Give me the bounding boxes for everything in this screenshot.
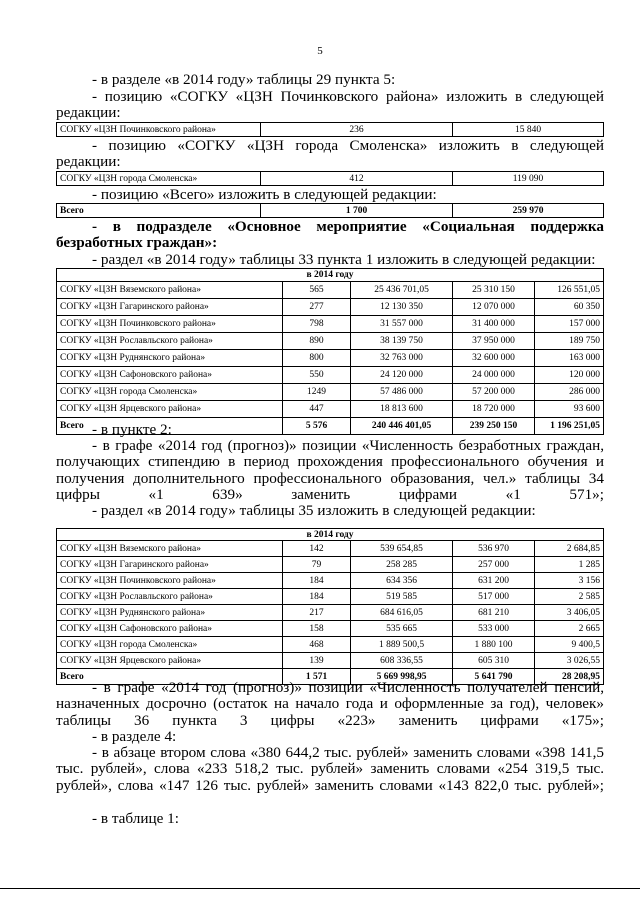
paragraph-total-position: - позицию «Всего» изложить в следующей редакции: [92,186,437,203]
table-cell: 3 406,05 [535,605,604,621]
footer-rule [0,888,640,889]
table-row [57,557,604,573]
table-row [57,367,604,384]
table-cell: 24 000 000 [453,367,535,384]
paragraph-point-2: - в пункте 2: [92,421,172,438]
table-cell: 12 070 000 [453,299,535,316]
table-cell: 18 813 600 [351,401,453,418]
table-cell: СОГКУ «ЦЗН Починковского района» [57,123,261,137]
mini-table-smolensk [56,171,604,186]
table-row [57,299,604,316]
paragraph-table33-intro: - раздел «в 2014 году» таблицы 33 пункта 1 изложить в следующей редакции: [92,251,596,268]
table-cell: СОГКУ «ЦЗН Вяземского района» [57,282,283,299]
table-header-row [57,269,604,282]
table-cell: 37 950 000 [453,333,535,350]
table-cell: 798 [283,316,351,333]
table-cell: 1 285 [535,557,604,573]
table-cell: 1 571 [283,669,351,685]
table-cell: 60 350 [535,299,604,316]
table-cell: 236 [261,123,453,137]
table-cell: 9 400,5 [535,637,604,653]
table-cell: 32 600 000 [453,350,535,367]
page-number: 5 [317,45,323,57]
table-cell: 286 000 [535,384,604,401]
paragraph-pochinok-position: - позицию «СОГКУ «ЦЗН Починковского района» изложить в следующей редакции: [56,88,604,122]
table-row [57,123,604,137]
table-cell: 539 654,85 [351,541,453,557]
table-cell: СОГКУ «ЦЗН Гагаринского района» [57,299,283,316]
table-cell: 634 356 [351,573,453,589]
table-cell: 57 200 000 [453,384,535,401]
table-35 [56,528,604,685]
paragraph-table35-intro: - раздел «в 2014 году» таблицы 35 изложить в следующей редакции: [92,502,536,519]
paragraph-smolensk-position: - позицию «СОГКУ «ЦЗН города Смоленска» изложить в следующей редакции: [56,137,604,171]
table-cell: 139 [283,653,351,669]
table-cell: 157 000 [535,316,604,333]
table-cell: 142 [283,541,351,557]
table-cell: СОГКУ «ЦЗН Гагаринского района» [57,557,283,573]
table-cell: 2 585 [535,589,604,605]
table-cell: 447 [283,401,351,418]
table-cell: 258 285 [351,557,453,573]
table-cell: СОГКУ «ЦЗН Сафоновского района» [57,367,283,384]
paragraph-subsection: - в подразделе «Основное мероприятие «Социальная поддержка безработных граждан»: [56,218,604,252]
table-cell: 412 [261,172,453,186]
table-cell: 3 026,55 [535,653,604,669]
table-cell: 158 [283,621,351,637]
mini-table-total [56,203,604,218]
table-cell: СОГКУ «ЦЗН Рославльского района» [57,589,283,605]
table-cell: 259 970 [453,204,604,218]
table-cell: СОГКУ «ЦЗН города Смоленска» [57,637,283,653]
table-row [57,316,604,333]
table-cell: 184 [283,573,351,589]
table-cell: СОГКУ «ЦЗН Руднянского района» [57,605,283,621]
table-cell: СОГКУ «ЦЗН Починковского района» [57,316,283,333]
table-row [57,653,604,669]
table-cell: 1 196 251,05 [535,418,604,435]
table-cell: 257 000 [453,557,535,573]
table-cell: 535 665 [351,621,453,637]
table-cell: 1249 [283,384,351,401]
table-cell: 536 970 [453,541,535,557]
table-row [57,282,604,299]
table-cell: 550 [283,367,351,384]
table-row [57,204,604,218]
table-cell: 1 700 [261,204,453,218]
table-cell: 79 [283,557,351,573]
table-cell: 2 684,85 [535,541,604,557]
table-cell: 18 720 000 [453,401,535,418]
table-cell: 15 840 [453,123,604,137]
table-cell: СОГКУ «ЦЗН Ярцевского района» [57,401,283,418]
table-cell: 3 156 [535,573,604,589]
table-row [57,541,604,557]
table-cell: 184 [283,589,351,605]
table-cell: 890 [283,333,351,350]
table-cell: 684 616,05 [351,605,453,621]
table-cell: 31 557 000 [351,316,453,333]
table-cell: 5 641 790 [453,669,535,685]
table-cell: СОГКУ «ЦЗН Рославльского района» [57,333,283,350]
table-cell: 25 436 701,05 [351,282,453,299]
table-row [57,589,604,605]
paragraph-section-2014: - в разделе «в 2014 году» таблицы 29 пункта 5: [92,71,396,88]
table-cell: 163 000 [535,350,604,367]
paragraph-table-1: - в таблице 1: [92,810,179,827]
table-cell: СОГКУ «ЦЗН Руднянского района» [57,350,283,367]
table-cell: 126 551,05 [535,282,604,299]
table-cell: Всего [57,204,261,218]
table-cell: 217 [283,605,351,621]
paragraph-pensions: - в графе «2014 год (прогноз)» позиции «Численность получателей пенсий, назначенных досрочно (остаток на начало года и оформленные за год), человек» таблицы 36 пункта 3 цифры «223» заменить цифрами «175»; [56,679,604,729]
table-row [57,384,604,401]
table-cell: 608 336,55 [351,653,453,669]
table-cell: 239 250 150 [453,418,535,435]
table-cell: 120 000 [535,367,604,384]
table-cell: 24 120 000 [351,367,453,384]
table-cell: 605 310 [453,653,535,669]
table-cell: 800 [283,350,351,367]
table-cell: 517 000 [453,589,535,605]
table-row [57,637,604,653]
table-cell: 12 130 350 [351,299,453,316]
table-cell: 32 763 000 [351,350,453,367]
paragraph-section-4: - в разделе 4: [92,728,177,745]
table-cell: 38 139 750 [351,333,453,350]
mini-table-pochinok [56,122,604,137]
table-cell: СОГКУ «ЦЗН Починковского района» [57,573,283,589]
table-header-row [57,529,604,541]
table-row [57,605,604,621]
table-cell: 1 889 500,5 [351,637,453,653]
table-row [57,333,604,350]
table-row [57,621,604,637]
table-cell: СОГКУ «ЦЗН Вяземского района» [57,541,283,557]
table-row [57,401,604,418]
table-cell: 565 [283,282,351,299]
table-cell: 519 585 [351,589,453,605]
table-cell: 533 000 [453,621,535,637]
table-cell: 681 210 [453,605,535,621]
table-33 [56,268,604,435]
table-row [57,350,604,367]
table-cell: СОГКУ «ЦЗН города Смоленска» [57,172,261,186]
paragraph-paragraph-two: - в абзаце втором слова «380 644,2 тыс. рублей» заменить словами «398 141,5 тыс. рублей», слова «233 518,2 тыс. рублей» заменить словами «254 319,5 тыс. рублей», слова «147 126 тыс. рублей» заменить словами «143 822,0 тыс. рублей»; [56,744,604,794]
table-cell: 468 [283,637,351,653]
table-cell: 25 310 150 [453,282,535,299]
table-cell: 31 400 000 [453,316,535,333]
table-header: в 2014 году [57,269,604,282]
table-row [57,172,604,186]
table-row [57,573,604,589]
table-cell: Всего [57,418,283,435]
table-header: в 2014 году [57,529,604,541]
table-cell: 189 750 [535,333,604,350]
table-cell: СОГКУ «ЦЗН города Смоленска» [57,384,283,401]
table-cell: 57 486 000 [351,384,453,401]
table-cell: 277 [283,299,351,316]
table-cell: 5 669 998,95 [351,669,453,685]
table-cell: 2 665 [535,621,604,637]
table-cell: СОГКУ «ЦЗН Ярцевского района» [57,653,283,669]
table-cell: 5 576 [283,418,351,435]
paragraph-stipend: - в графе «2014 год (прогноз)» позиции «Численность безработных граждан, получающих стипендию в период прохождения профессионального обучения и получения дополнительного профессионального образования, чел.» таблицы 34 цифры «1 639» заменить цифрами «1 571»; [56,437,604,503]
table-cell: 119 090 [453,172,604,186]
table-cell: 631 200 [453,573,535,589]
table-cell: 1 880 100 [453,637,535,653]
table-cell: Всего [57,669,283,685]
table-cell: 93 600 [535,401,604,418]
table-cell: СОГКУ «ЦЗН Сафоновского района» [57,621,283,637]
table-cell: 28 208,95 [535,669,604,685]
table-cell: 240 446 401,05 [351,418,453,435]
